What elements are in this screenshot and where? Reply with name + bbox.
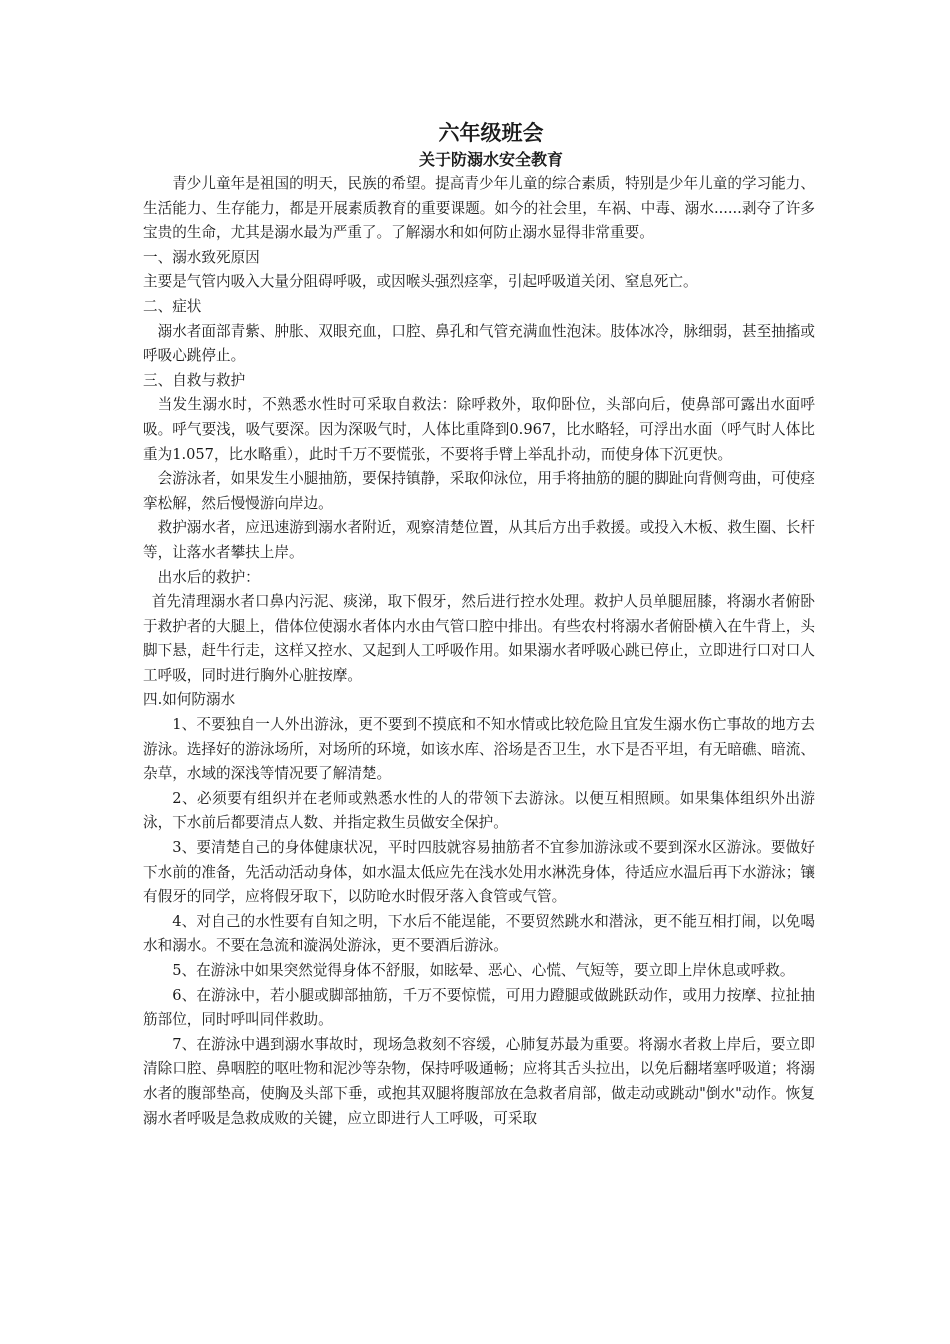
section1-heading: 一、溺水致死原因 bbox=[143, 248, 260, 266]
section3-paragraph-1: 当发生溺水时，不熟悉水性时可采取自救法：除呼救外，取仰卧位，头部向后，使鼻部可露出水面呼吸。呼气要浅，吸气要深。因为深吸气时，人体比重降到0.967，比水略轻，可浮出水面（呼气时人体比重为1.057，比水略重），此时千万不要慌张，不要将手臂上举乱扑动，而使身体下沉更快。 bbox=[143, 396, 815, 463]
document-subtitle: 关于防溺水安全教育 bbox=[418, 150, 563, 169]
list-item: 6、在游泳中，若小腿或脚部抽筋，千万不要惊慌，可用力蹬腿或做跳跃动作，或用力按摩、拉扯抽筋部位，同时呼叫同伴救助。 bbox=[143, 986, 815, 1029]
list-item: 3、要清楚自己的身体健康状况，平时四肢就容易抽筋者不宜参加游泳或不要到深水区游泳。要做好下水前的准备，先活动活动身体，如水温太低应先在浅水处用水淋洗身体，待适应水温后再下水游泳；镶有假牙的同学，应将假牙取下，以防呛水时假牙落入食管或气管。 bbox=[143, 839, 815, 906]
list-item: 7、在游泳中遇到溺水事故时，现场急救刻不容缓，心肺复苏最为重要。将溺水者救上岸后，要立即清除口腔、鼻咽腔的呕吐物和泥沙等杂物，保持呼吸通畅；应将其舌头拉出，以免后翻堵塞呼吸道；将溺水者的腹部垫高，使胸及头部下垂，或抱其双腿将腹部放在急救者肩部，做走动或跳动"倒水"动作。恢复溺水者呼吸是急救成败的关键，应立即进行人工呼吸，可采取 bbox=[143, 1035, 815, 1127]
section3-paragraph-2: 会游泳者，如果发生小腿抽筋，要保持镇静，采取仰泳位，用手将抽筋的腿的脚趾向背侧弯曲，可使痉挛松解，然后慢慢游向岸边。 bbox=[143, 470, 815, 512]
intro-paragraph: 青少儿童年是祖国的明天，民族的希望。提高青少年儿童的综合素质，特别是少年儿童的学习能力、生活能力、生存能力，都是开展素质教育的重要课题。如今的社会里，车祸、中毒、溺水......剥夺了许多宝贵的生命，尤其是溺水最为严重了。了解溺水和如何防止溺水显得非常重要。 bbox=[143, 175, 815, 242]
list-item: 1、不要独自一人外出游泳，更不要到不摸底和不知水情或比较危险且宜发生溺水伤亡事故的地方去游泳。选择好的游泳场所，对场所的环境，如该水库、浴场是否卫生，水下是否平坦，有无暗礁、暗流、杂草，水域的深浅等情况要了解清楚。 bbox=[143, 716, 815, 783]
section2-text: 溺水者面部青紫、肿胀、双眼充血，口腔、鼻孔和气管充满血性泡沫。肢体冰冷，脉细弱，甚至抽搐或呼吸心跳停止。 bbox=[143, 322, 815, 365]
section3-paragraph-3: 救护溺水者，应迅速游到溺水者附近，观察清楚位置，从其后方出手救援。或投入木板、救生圈、长杆等，让落水者攀扶上岸。 bbox=[143, 519, 815, 561]
section4-heading: 四.如何防溺水 bbox=[143, 691, 236, 709]
list-item: 4、对自己的水性要有自知之明，下水后不能逞能，不要贸然跳水和潜泳，更不能互相打闹，以免喝水和溺水。不要在急流和漩涡处游泳，更不要酒后游泳。 bbox=[143, 912, 815, 955]
section3-paragraph-4: 出水后的救护： bbox=[157, 568, 260, 586]
list-item: 5、在游泳中如果突然觉得身体不舒服，如眩晕、恶心、心慌、气短等，要立即上岸休息或呼救。 bbox=[172, 962, 795, 979]
section3-heading: 三、自救与救护 bbox=[143, 371, 246, 389]
section2-heading: 二、症状 bbox=[143, 297, 202, 315]
section3-paragraph-5: 首先清理溺水者口鼻内污泥、痰涕，取下假牙，然后进行控水处理。救护人员单腿屈膝，将溺水者俯卧于救护者的大腿上，借体位使溺水者体内水由气管口腔中排出。有些农村将溺水者俯卧横入在牛背上，头脚下悬，赶牛行走，这样又控水、又起到人工呼吸作用。如果溺水者呼吸心跳已停止，立即进行口对口人工呼吸，同时进行胸外心脏按摩。 bbox=[143, 593, 815, 684]
document-page bbox=[143, 118, 815, 1131]
document-title: 六年级班会 bbox=[438, 121, 544, 145]
list-item: 2、必须要有组织并在老师或熟悉水性的人的带领下去游泳。以便互相照顾。如果集体组织外出游泳，下水前后都要清点人数、并指定救生员做安全保护。 bbox=[143, 789, 815, 832]
section1-text: 主要是气管内吸入大量分阻碍呼吸，或因喉头强烈痉挛，引起呼吸道关闭、窒息死亡。 bbox=[143, 273, 698, 291]
